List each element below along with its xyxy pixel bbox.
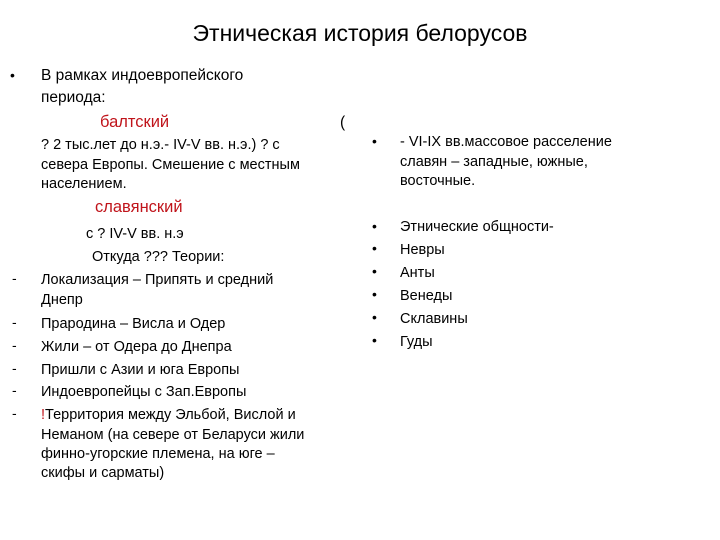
dash-5: - [12, 382, 17, 398]
open-paren: ( [340, 114, 346, 131]
community-item-5: Склавины [400, 311, 468, 327]
slide-title: Этническая история белорусов [192, 20, 528, 46]
list-item-4: Пришли с Азии и юга Европы [41, 362, 240, 378]
list-item-6-line-3: финно-угорские племена, на юге – [41, 446, 275, 462]
slavic-origin: Откуда ??? Теории: [92, 249, 225, 265]
bullet-community-6: • [372, 332, 377, 348]
dash-3: - [12, 337, 17, 353]
settlement-line-1: - VI-IX вв.массовое расселение [400, 134, 612, 150]
exclamation-mark: ! [41, 407, 46, 423]
dash-4: - [12, 360, 17, 376]
list-item-2: Прародина – Висла и Одер [41, 316, 226, 332]
list-item-3: Жили – от Одера до Днепра [41, 339, 232, 355]
community-item-4: Венеды [400, 288, 453, 304]
bullet-community-5: • [372, 309, 377, 325]
community-item-2: Невры [400, 242, 445, 258]
slavic-label: славянский [95, 198, 183, 216]
list-item-6-line-4: скифы и сарматы) [41, 465, 165, 481]
baltic-text-1: ? 2 тыс.лет до н.э.- IV-V вв. н.э.) ? с [41, 137, 280, 153]
baltic-text-3: населением. [41, 176, 127, 192]
bullet-community-3: • [372, 263, 377, 279]
community-item-1: Этнические общности- [400, 219, 554, 235]
settlement-line-2: славян – западные, южные, [400, 154, 588, 170]
slavic-date: с ? IV-V вв. н.э [86, 226, 184, 242]
bullet-intro: • [10, 67, 15, 83]
intro-line-2: периода: [41, 89, 106, 106]
intro-line-1: В рамках индоевропейского [41, 67, 244, 84]
bullet-community-4: • [372, 286, 377, 302]
settlement-line-3: восточные. [400, 173, 476, 189]
community-item-3: Анты [400, 265, 435, 281]
baltic-label: балтский [100, 113, 170, 131]
list-item-6-line-1: !Территория между Эльбой, Вислой и [41, 407, 296, 423]
dash-1: - [12, 270, 17, 286]
bullet-settlement: • [372, 133, 377, 149]
bullet-community-1: • [372, 218, 377, 234]
community-item-6: Гуды [400, 334, 433, 350]
list-item-1-line-2: Днепр [41, 292, 83, 308]
bullet-community-2: • [372, 240, 377, 256]
list-item-5: Индоевропейцы с Зап.Европы [41, 384, 247, 400]
baltic-text-2: севера Европы. Смешение с местным [41, 157, 300, 173]
dash-6: - [12, 405, 17, 421]
dash-2: - [12, 314, 17, 330]
list-item-1-line-1: Локализация – Припять и средний [41, 272, 274, 288]
list-item-6-line-2: Неманом (на севере от Беларуси жили [41, 427, 305, 443]
